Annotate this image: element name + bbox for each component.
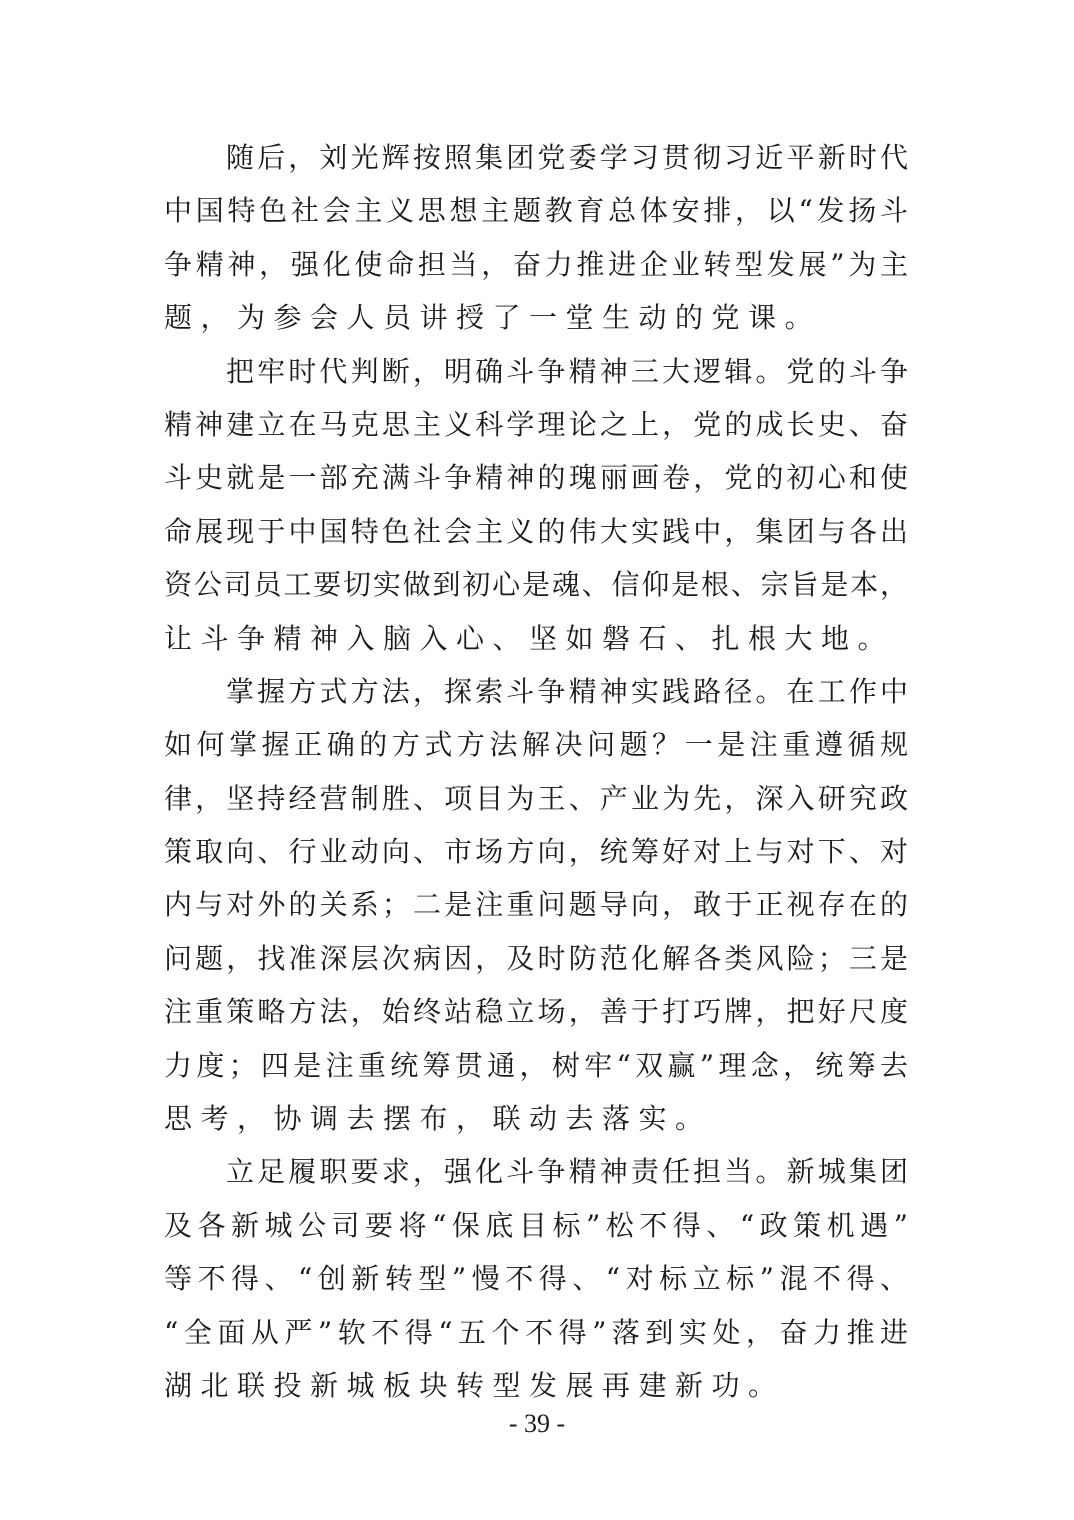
paragraph-1 [164,131,908,345]
text-line: 及各新城公司要将“保底目标”松不得、“政策机遇” [164,1208,908,1242]
text-line: 资公司员工要切实做到初心是魂、信仰是根、宗旨是本， [164,568,908,602]
text-line: 策取向、行业动向、市场方向，统筹好对上与对下、对 [164,835,908,869]
paragraph-2 [164,345,908,665]
paragraph-4 [164,1145,908,1412]
text-line: 掌握方式方法，探索斗争精神实践路径。在工作中 [226,674,908,708]
text-line: 精神建立在马克思主义科学理论之上，党的成长史、奋 [164,407,908,441]
text-line: 把牢时代判断，明确斗争精神三大逻辑。党的斗争 [226,354,908,388]
text-line: 湖北联投新城板块转型发展再建新功。 [164,1368,785,1402]
text-line: 内与对外的关系；二是注重问题导向，敢于正视存在的 [164,888,908,922]
page-number: - 39 - [508,1409,566,1438]
text-line: 力度；四是注重统筹贯通，树牢“双赢”理念，统筹去 [164,1048,908,1082]
text-line: 斗史就是一部充满斗争精神的瑰丽画卷，党的初心和使 [164,461,908,495]
text-line: 律，坚持经营制胜、项目为王、产业为先，深入研究政 [164,781,908,815]
text-line: 争精神，强化使命担当，奋力推进企业转型发展”为主 [164,247,908,281]
text-line: 思考，协调去摆布，联动去落实。 [164,1102,712,1136]
text-line: 中国特色社会主义思想主题教育总体安排，以“发扬斗 [164,194,908,228]
text-line: 题，为参会人员讲授了一堂生动的党课。 [164,301,822,335]
body-text [164,131,908,1412]
text-line: 命展现于中国特色社会主义的伟大实践中，集团与各出 [164,514,908,548]
text-line: 随后，刘光辉按照集团党委学习贯彻习近平新时代 [226,141,908,174]
text-line: 如何掌握正确的方式方法解决问题？一是注重遵循规 [164,728,908,762]
text-line: 注重策略方法，始终站稳立场，善于打巧牌，把好尺度 [164,995,908,1029]
text-line: 立足履职要求，强化斗争精神责任担当。新城集团 [226,1155,908,1189]
paragraph-3 [164,665,908,1146]
text-line: 问题，找准深层次病因，及时防范化解各类风险；三是 [164,941,908,975]
text-line: 等不得、“创新转型”慢不得、“对标立标”混不得、 [164,1262,908,1296]
text-line: 让斗争精神入脑入心、坚如磐石、扎根大地。 [164,621,895,655]
text-line: “全面从严”软不得“五个不得”落到实处，奋力推进 [164,1315,908,1349]
